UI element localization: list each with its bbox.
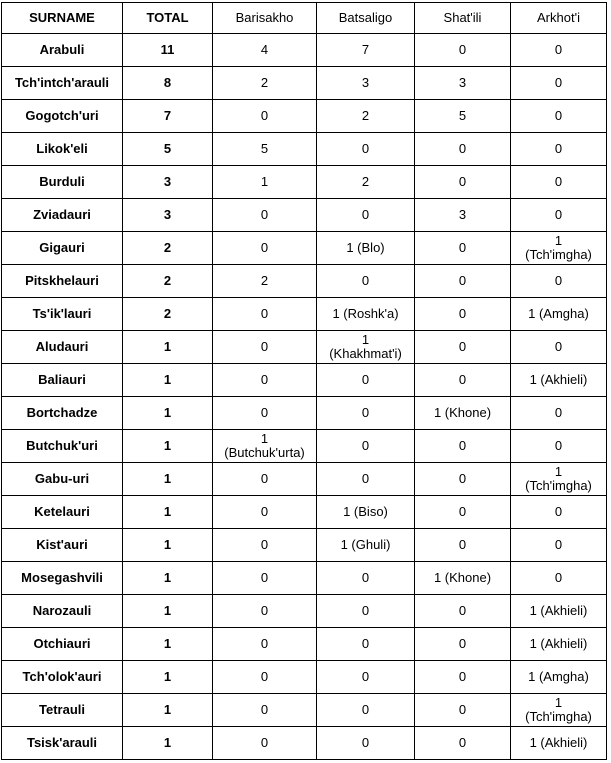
cell-surname: Burduli: [2, 166, 123, 199]
cell-shatili: 0: [415, 595, 511, 628]
cell-shatili: 5: [415, 100, 511, 133]
cell-total: 1: [123, 562, 213, 595]
cell-arkhoti: 0: [511, 397, 607, 430]
table-row: [2, 496, 607, 529]
table-row: [2, 100, 607, 133]
cell-barisakho: 2: [213, 265, 317, 298]
cell-surname: Narozauli: [2, 595, 123, 628]
table-row: [2, 133, 607, 166]
cell-arkhoti: 1 (Akhieli): [511, 727, 607, 760]
cell-surname: Zviadauri: [2, 199, 123, 232]
table-row: [2, 331, 607, 364]
cell-batsaligo: 0: [317, 628, 415, 661]
cell-surname: Gabu-uri: [2, 463, 123, 496]
cell-surname: Ts'ik'lauri: [2, 298, 123, 331]
table-row: [2, 727, 607, 760]
cell-total: 1: [123, 529, 213, 562]
cell-shatili: 0: [415, 529, 511, 562]
cell-shatili: 0: [415, 232, 511, 265]
cell-arkhoti: 0: [511, 133, 607, 166]
cell-total: 1: [123, 463, 213, 496]
cell-arkhoti: 0: [511, 34, 607, 67]
cell-barisakho: 0: [213, 331, 317, 364]
cell-surname: Bortchadze: [2, 397, 123, 430]
cell-barisakho: 0: [213, 628, 317, 661]
cell-batsaligo: 0: [317, 727, 415, 760]
cell-batsaligo: 1 (Khakhmat'i): [317, 331, 415, 364]
cell-total: 2: [123, 232, 213, 265]
cell-surname: Gigauri: [2, 232, 123, 265]
cell-barisakho: 0: [213, 199, 317, 232]
cell-total: 5: [123, 133, 213, 166]
cell-arkhoti: 1 (Amgha): [511, 298, 607, 331]
table-row: [2, 562, 607, 595]
cell-shatili: 0: [415, 364, 511, 397]
cell-surname: Baliauri: [2, 364, 123, 397]
cell-total: 3: [123, 199, 213, 232]
table-row: [2, 430, 607, 463]
cell-arkhoti: 1 (Amgha): [511, 661, 607, 694]
cell-shatili: 3: [415, 67, 511, 100]
cell-shatili: 1 (Khone): [415, 397, 511, 430]
table-row: [2, 298, 607, 331]
cell-total: 11: [123, 34, 213, 67]
cell-barisakho: 5: [213, 133, 317, 166]
cell-arkhoti: 0: [511, 529, 607, 562]
cell-barisakho: 0: [213, 364, 317, 397]
cell-arkhoti: 0: [511, 265, 607, 298]
cell-barisakho: 0: [213, 463, 317, 496]
cell-shatili: 3: [415, 199, 511, 232]
cell-total: 1: [123, 364, 213, 397]
cell-arkhoti: 0: [511, 496, 607, 529]
cell-surname: Aludauri: [2, 331, 123, 364]
table-row: [2, 463, 607, 496]
cell-surname: Tch'olok'auri: [2, 661, 123, 694]
table-row: [2, 265, 607, 298]
cell-shatili: 0: [415, 34, 511, 67]
table-row: [2, 34, 607, 67]
cell-surname: Kist'auri: [2, 529, 123, 562]
cell-arkhoti: 0: [511, 562, 607, 595]
cell-surname: Ketelauri: [2, 496, 123, 529]
cell-shatili: 0: [415, 694, 511, 727]
cell-barisakho: 1: [213, 166, 317, 199]
header-total: TOTAL: [123, 3, 213, 34]
cell-batsaligo: 1 (Ghuli): [317, 529, 415, 562]
cell-batsaligo: 0: [317, 661, 415, 694]
table-row: [2, 232, 607, 265]
cell-total: 1: [123, 397, 213, 430]
cell-total: 1: [123, 661, 213, 694]
table-row: [2, 661, 607, 694]
cell-shatili: 0: [415, 727, 511, 760]
cell-barisakho: 4: [213, 34, 317, 67]
cell-batsaligo: 0: [317, 265, 415, 298]
table-row: [2, 529, 607, 562]
cell-surname: Pitskhelauri: [2, 265, 123, 298]
table-row: [2, 397, 607, 430]
cell-batsaligo: 0: [317, 595, 415, 628]
cell-batsaligo: 3: [317, 67, 415, 100]
cell-barisakho: 0: [213, 661, 317, 694]
cell-total: 1: [123, 628, 213, 661]
cell-arkhoti: 0: [511, 331, 607, 364]
table-header: [2, 3, 607, 34]
cell-total: 1: [123, 694, 213, 727]
cell-barisakho: 2: [213, 67, 317, 100]
cell-batsaligo: 0: [317, 199, 415, 232]
cell-batsaligo: 0: [317, 133, 415, 166]
cell-surname: Gogotch'uri: [2, 100, 123, 133]
table-row: [2, 694, 607, 727]
cell-shatili: 0: [415, 628, 511, 661]
cell-batsaligo: 2: [317, 166, 415, 199]
table-row: [2, 364, 607, 397]
cell-total: 7: [123, 100, 213, 133]
cell-batsaligo: 0: [317, 430, 415, 463]
cell-surname: Likok'eli: [2, 133, 123, 166]
surname-distribution-table: [1, 2, 607, 760]
cell-total: 1: [123, 727, 213, 760]
cell-surname: Tsisk'arauli: [2, 727, 123, 760]
cell-total: 2: [123, 298, 213, 331]
cell-arkhoti: 1 (Akhieli): [511, 595, 607, 628]
cell-batsaligo: 1 (Blo): [317, 232, 415, 265]
header-surname: SURNAME: [2, 3, 123, 34]
cell-batsaligo: 0: [317, 562, 415, 595]
table-row: [2, 595, 607, 628]
cell-arkhoti: 1 (Akhieli): [511, 364, 607, 397]
cell-batsaligo: 0: [317, 397, 415, 430]
cell-batsaligo: 1 (Biso): [317, 496, 415, 529]
cell-barisakho: 0: [213, 298, 317, 331]
cell-batsaligo: 0: [317, 364, 415, 397]
cell-total: 1: [123, 496, 213, 529]
header-row: [2, 3, 607, 34]
cell-surname: Tch'intch'arauli: [2, 67, 123, 100]
cell-arkhoti: 1 (Tch'imgha): [511, 694, 607, 727]
cell-barisakho: 0: [213, 562, 317, 595]
header-shatili: Shat'ili: [415, 3, 511, 34]
cell-barisakho: 1 (Butchuk'urta): [213, 430, 317, 463]
cell-batsaligo: 0: [317, 694, 415, 727]
cell-arkhoti: 0: [511, 430, 607, 463]
cell-batsaligo: 7: [317, 34, 415, 67]
cell-barisakho: 0: [213, 232, 317, 265]
cell-arkhoti: 0: [511, 199, 607, 232]
cell-arkhoti: 1 (Tch'imgha): [511, 232, 607, 265]
cell-arkhoti: 0: [511, 100, 607, 133]
cell-batsaligo: 1 (Roshk'a): [317, 298, 415, 331]
table-row: [2, 67, 607, 100]
cell-barisakho: 0: [213, 595, 317, 628]
cell-shatili: 0: [415, 661, 511, 694]
cell-arkhoti: 0: [511, 166, 607, 199]
header-arkhoti: Arkhot'i: [511, 3, 607, 34]
header-barisakho: Barisakho: [213, 3, 317, 34]
cell-arkhoti: 1 (Akhieli): [511, 628, 607, 661]
cell-arkhoti: 1 (Tch'imgha): [511, 463, 607, 496]
cell-total: 3: [123, 166, 213, 199]
cell-total: 8: [123, 67, 213, 100]
cell-shatili: 0: [415, 166, 511, 199]
cell-shatili: 0: [415, 133, 511, 166]
cell-surname: Mosegashvili: [2, 562, 123, 595]
cell-batsaligo: 2: [317, 100, 415, 133]
cell-total: 1: [123, 430, 213, 463]
cell-barisakho: 0: [213, 694, 317, 727]
table-row: [2, 166, 607, 199]
cell-surname: Butchuk'uri: [2, 430, 123, 463]
cell-shatili: 0: [415, 496, 511, 529]
table-row: [2, 628, 607, 661]
cell-surname: Arabuli: [2, 34, 123, 67]
cell-barisakho: 0: [213, 397, 317, 430]
cell-total: 1: [123, 595, 213, 628]
cell-total: 2: [123, 265, 213, 298]
cell-shatili: 1 (Khone): [415, 562, 511, 595]
cell-shatili: 0: [415, 265, 511, 298]
cell-shatili: 0: [415, 430, 511, 463]
cell-shatili: 0: [415, 331, 511, 364]
cell-shatili: 0: [415, 463, 511, 496]
cell-shatili: 0: [415, 298, 511, 331]
cell-barisakho: 0: [213, 727, 317, 760]
cell-barisakho: 0: [213, 529, 317, 562]
table-row: [2, 199, 607, 232]
cell-surname: Tetrauli: [2, 694, 123, 727]
table-body: [2, 34, 607, 760]
cell-surname: Otchiauri: [2, 628, 123, 661]
cell-barisakho: 0: [213, 100, 317, 133]
cell-batsaligo: 0: [317, 463, 415, 496]
header-batsaligo: Batsaligo: [317, 3, 415, 34]
cell-total: 1: [123, 331, 213, 364]
cell-barisakho: 0: [213, 496, 317, 529]
cell-arkhoti: 0: [511, 67, 607, 100]
